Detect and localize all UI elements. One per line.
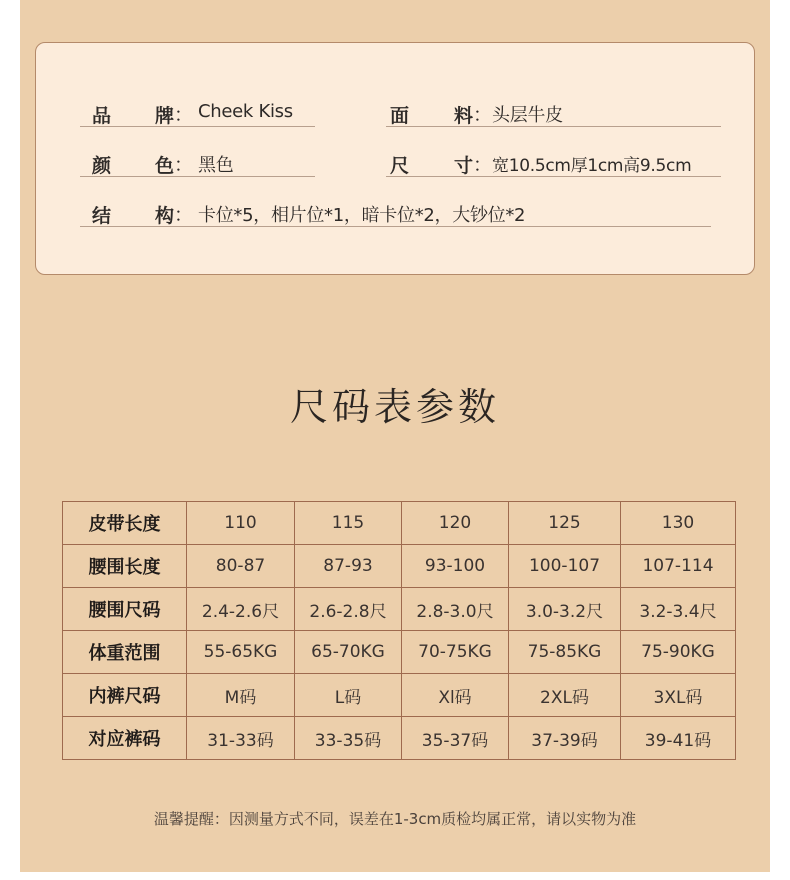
- table-cell: 125: [509, 502, 621, 545]
- size-field: [386, 145, 721, 177]
- table-cell: 2XL码: [509, 674, 621, 717]
- table-cell: 75-90KG: [621, 631, 736, 674]
- table-row: [63, 717, 736, 760]
- material-field: [386, 95, 721, 127]
- table-cell: L码: [295, 674, 402, 717]
- brand-value: Cheek Kiss: [198, 101, 293, 122]
- table-cell: 39-41码: [621, 717, 736, 760]
- row-header: 内裤尺码: [63, 674, 187, 717]
- structure-colon: ：: [174, 204, 194, 226]
- product-detail-page: [20, 0, 770, 872]
- table-cell: Xl码: [402, 674, 509, 717]
- size-value: 宽10.5cm厚1cm高9.5cm: [492, 156, 692, 176]
- size-chart-table: [62, 501, 736, 760]
- table-row: [63, 674, 736, 717]
- table-row: [63, 631, 736, 674]
- table-cell: 93-100: [402, 545, 509, 588]
- brand-label-char-2: 牌: [155, 105, 175, 127]
- row-header: 腰围长度: [63, 545, 187, 588]
- color-field: [80, 145, 315, 177]
- table-cell: 37-39码: [509, 717, 621, 760]
- table-row: [63, 502, 736, 545]
- material-label-char-1: 面: [390, 105, 410, 127]
- table-cell: 2.4-2.6尺: [187, 588, 295, 631]
- brand-label-char-1: 品: [92, 105, 112, 127]
- table-row: [63, 545, 736, 588]
- row-header: 腰围尺码: [63, 588, 187, 631]
- table-cell: 2.8-3.0尺: [402, 588, 509, 631]
- table-cell: 87-93: [295, 545, 402, 588]
- brand-colon: ：: [174, 104, 194, 126]
- material-value: 头层牛皮: [492, 105, 563, 126]
- section-title: 尺码表参数: [289, 385, 500, 429]
- color-label-char-2: 色: [155, 155, 175, 177]
- row-header: 对应裤码: [63, 717, 187, 760]
- table-cell: 107-114: [621, 545, 736, 588]
- brand-field: [80, 95, 315, 127]
- color-label-char-1: 颜: [92, 155, 112, 177]
- table-cell: 70-75KG: [402, 631, 509, 674]
- size-label-char-2: 寸: [454, 155, 474, 177]
- footer-reminder: 温馨提醒：因测量方式不同，误差在1-3cm质检均属正常，请以实物为准: [153, 810, 637, 828]
- row-header: 体重范围: [63, 631, 187, 674]
- table-row: [63, 588, 736, 631]
- table-cell: M码: [187, 674, 295, 717]
- material-colon: ：: [473, 104, 493, 126]
- structure-label-char-1: 结: [92, 205, 112, 227]
- table-cell: 2.6-2.8尺: [295, 588, 402, 631]
- product-info-card: [35, 42, 755, 275]
- table-cell: 55-65KG: [187, 631, 295, 674]
- size-label-char-1: 尺: [390, 155, 410, 177]
- color-colon: ：: [174, 154, 194, 176]
- structure-label-char-2: 构: [155, 205, 175, 227]
- structure-field: [80, 195, 711, 227]
- row-header: 皮带长度: [63, 502, 187, 545]
- table-cell: 31-33码: [187, 717, 295, 760]
- structure-value: 卡位*5，相片位*1，暗卡位*2，大钞位*2: [198, 205, 526, 226]
- table-cell: 35-37码: [402, 717, 509, 760]
- table-cell: 110: [187, 502, 295, 545]
- table-cell: 65-70KG: [295, 631, 402, 674]
- table-cell: 75-85KG: [509, 631, 621, 674]
- material-label-char-2: 料: [454, 105, 474, 127]
- color-value: 黑色: [198, 155, 234, 176]
- table-cell: 33-35码: [295, 717, 402, 760]
- table-cell: 120: [402, 502, 509, 545]
- table-cell: 130: [621, 502, 736, 545]
- table-cell: 80-87: [187, 545, 295, 588]
- table-cell: 3.0-3.2尺: [509, 588, 621, 631]
- table-cell: 3.2-3.4尺: [621, 588, 736, 631]
- table-cell: 100-107: [509, 545, 621, 588]
- size-colon: ：: [473, 154, 493, 176]
- table-cell: 115: [295, 502, 402, 545]
- table-cell: 3XL码: [621, 674, 736, 717]
